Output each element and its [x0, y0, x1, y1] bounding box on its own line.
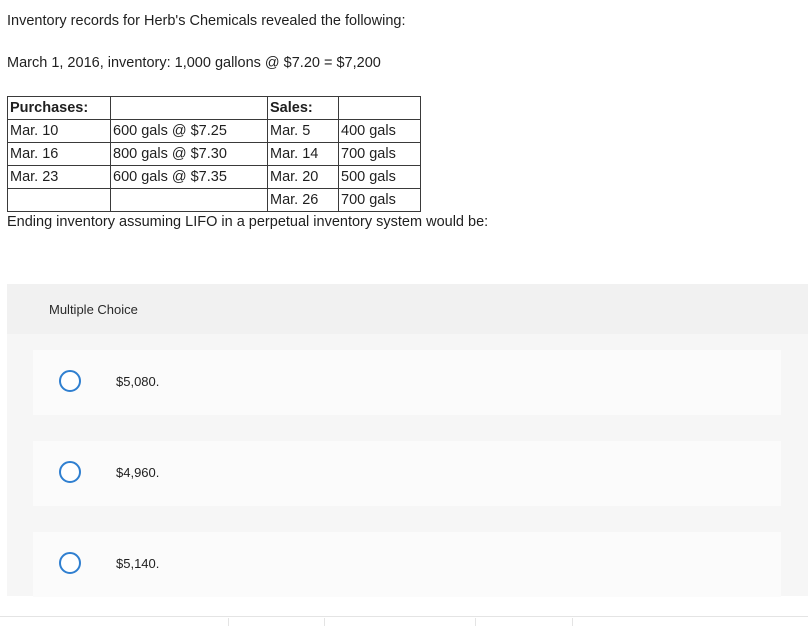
footer-divider-tick: [228, 618, 229, 626]
empty-cell: [111, 97, 268, 120]
table-row: [8, 120, 421, 143]
sale-date: Mar. 5: [268, 120, 339, 143]
footer-divider: [0, 616, 808, 617]
choice-option-c[interactable]: [33, 532, 781, 597]
table-header-row: [8, 97, 421, 120]
footer-divider-tick: [475, 618, 476, 626]
sale-date: Mar. 20: [268, 166, 339, 189]
sale-quantity: 400 gals: [339, 120, 421, 143]
radio-button-icon[interactable]: [59, 370, 81, 392]
sale-date: Mar. 26: [268, 189, 339, 212]
purchase-detail: 600 gals @ $7.25: [111, 120, 268, 143]
purchase-date: Mar. 10: [8, 120, 111, 143]
purchase-date: Mar. 23: [8, 166, 111, 189]
multiple-choice-header: [7, 284, 808, 334]
purchases-header: Purchases:: [8, 97, 111, 120]
table-row: [8, 189, 421, 212]
purchase-detail: 800 gals @ $7.30: [111, 143, 268, 166]
choice-option-a[interactable]: [33, 350, 781, 415]
empty-cell: [339, 97, 421, 120]
multiple-choice-title: Multiple Choice: [49, 302, 138, 317]
radio-button-icon[interactable]: [59, 552, 81, 574]
sale-date: Mar. 14: [268, 143, 339, 166]
choice-label: $5,080.: [116, 374, 160, 389]
purchase-date: [8, 189, 111, 212]
choice-label: $4,960.: [116, 465, 160, 480]
sale-quantity: 700 gals: [339, 143, 421, 166]
choice-option-b[interactable]: [33, 441, 781, 506]
footer-divider-tick: [572, 618, 573, 626]
radio-button-icon[interactable]: [59, 461, 81, 483]
multiple-choice-panel: [7, 284, 808, 596]
sales-header: Sales:: [268, 97, 339, 120]
question-prompt: Ending inventory assuming LIFO in a perpetual inventory system would be:: [7, 214, 489, 230]
table-row: [8, 166, 421, 189]
table-row: [8, 143, 421, 166]
purchase-detail: [111, 189, 268, 212]
purchase-detail: 600 gals @ $7.35: [111, 166, 268, 189]
sale-quantity: 700 gals: [339, 189, 421, 212]
choice-label: $5,140.: [116, 556, 160, 571]
inventory-records-table: [7, 96, 421, 212]
purchase-date: Mar. 16: [8, 143, 111, 166]
question-intro: Inventory records for Herb's Chemicals revealed the following:: [7, 13, 406, 29]
sale-quantity: 500 gals: [339, 166, 421, 189]
beginning-inventory-line: March 1, 2016, inventory: 1,000 gallons @ $7.20 = $7,200: [7, 55, 381, 71]
footer-divider-tick: [324, 618, 325, 626]
